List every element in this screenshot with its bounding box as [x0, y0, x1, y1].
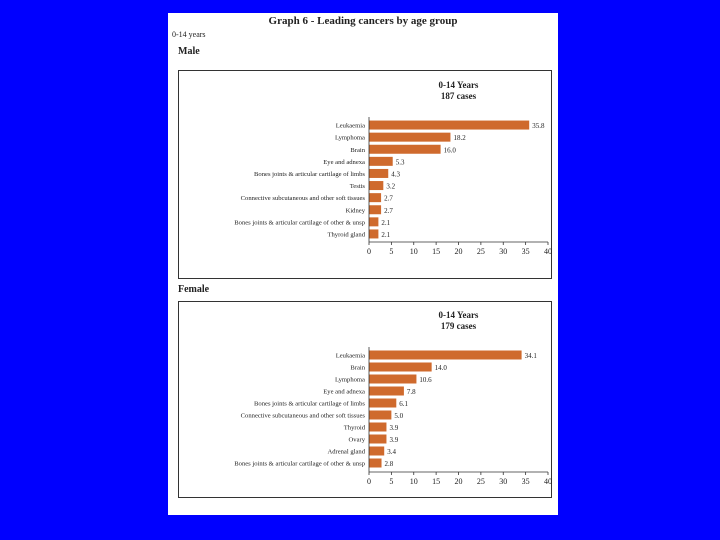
value-label: 16.0 — [443, 146, 456, 155]
value-label: 5.3 — [395, 158, 405, 167]
bar — [369, 169, 388, 178]
bar — [369, 423, 386, 432]
bar — [369, 145, 441, 154]
value-label: 3.9 — [389, 424, 399, 432]
bar — [369, 387, 404, 396]
x-tick-label: 20 — [454, 477, 463, 486]
category-label: Testis — [349, 183, 365, 191]
bar — [369, 375, 416, 384]
chart-male — [178, 70, 552, 279]
x-tick-label: 40 — [544, 247, 552, 256]
bar — [369, 193, 381, 202]
x-tick-label: 30 — [499, 247, 508, 256]
category-label: Bones joints & articular cartilage of limbs — [254, 170, 365, 178]
category-label: Bones joints & articular cartilage of limbs — [254, 400, 365, 408]
category-label: Ovary — [348, 436, 365, 444]
bar — [369, 157, 393, 166]
x-tick-label: 25 — [476, 247, 485, 256]
value-label: 2.7 — [384, 206, 393, 215]
x-tick-label: 0 — [367, 477, 371, 486]
section-label-female: Female — [178, 284, 210, 295]
bar — [369, 205, 381, 214]
x-tick-label: 15 — [432, 247, 441, 256]
chart-title: 0-14 Years — [438, 80, 479, 90]
value-label: 18.2 — [453, 134, 466, 143]
x-tick-label: 30 — [499, 477, 508, 486]
value-label: 10.6 — [419, 376, 432, 384]
bar — [369, 351, 522, 360]
x-tick-label: 40 — [544, 477, 552, 486]
page-title: Graph 6 - Leading cancers by age group — [268, 15, 458, 27]
value-label: 4.3 — [391, 170, 400, 179]
x-tick-label: 20 — [454, 247, 463, 256]
chart-title: 0-14 Years — [438, 310, 479, 320]
category-label: Adrenal gland — [327, 448, 365, 456]
value-label: 5.0 — [394, 412, 404, 420]
bar — [369, 133, 450, 142]
value-label: 2.1 — [381, 230, 391, 239]
bar — [369, 447, 384, 456]
x-tick-label: 15 — [432, 477, 441, 486]
category-label: Connective subcutaneous and other soft tissues — [240, 195, 365, 203]
x-tick-label: 0 — [367, 247, 371, 256]
x-tick-label: 10 — [409, 247, 418, 256]
bar — [369, 399, 396, 408]
value-label: 35.8 — [532, 122, 545, 131]
x-tick-label: 25 — [476, 477, 485, 486]
value-label: 14.0 — [434, 364, 447, 372]
value-label: 3.2 — [386, 182, 396, 191]
bar — [369, 181, 383, 190]
bar — [369, 121, 529, 130]
x-tick-label: 35 — [521, 477, 530, 486]
chart-subtitle: 187 cases — [440, 91, 477, 101]
category-label: Kidney — [345, 207, 365, 215]
bar — [369, 459, 382, 468]
category-label: Lymphoma — [334, 376, 365, 384]
section-label-male: Male — [178, 46, 200, 57]
value-label: 7.8 — [406, 388, 416, 396]
category-label: Connective subcutaneous and other soft tissues — [240, 412, 365, 420]
category-label: Bones joints & articular cartilage of other & unsp — [234, 219, 365, 227]
bar — [369, 229, 378, 238]
x-tick-label: 5 — [389, 477, 394, 486]
category-label: Leukaemia — [335, 122, 365, 130]
value-label: 3.9 — [389, 436, 399, 444]
category-label: Eye and adnexa — [323, 388, 365, 396]
page-subtitle: 0-14 years — [172, 30, 206, 39]
bar — [369, 411, 391, 420]
x-tick-label: 10 — [409, 477, 418, 486]
bar — [369, 363, 432, 372]
chart-subtitle: 179 cases — [440, 321, 477, 331]
category-label: Leukaemia — [335, 352, 365, 360]
category-label: Thyroid gland — [327, 231, 365, 239]
category-label: Eye and adnexa — [323, 158, 365, 166]
value-label: 34.1 — [524, 352, 537, 360]
category-label: Thyroid — [343, 424, 365, 432]
category-label: Lymphoma — [334, 134, 365, 142]
value-label: 3.4 — [387, 448, 396, 456]
x-tick-label: 35 — [521, 247, 530, 256]
value-label: 2.8 — [384, 460, 394, 468]
chart-male-svg — [179, 71, 551, 278]
document-page — [168, 13, 558, 515]
chart-female-svg — [179, 302, 551, 497]
bar — [369, 217, 378, 226]
category-label: Brain — [350, 146, 365, 154]
bar — [369, 435, 386, 444]
chart-female — [178, 301, 552, 498]
x-tick-label: 5 — [389, 247, 394, 256]
category-label: Brain — [350, 364, 365, 372]
value-label: 2.1 — [381, 218, 391, 227]
category-label: Bones joints & articular cartilage of other & unsp — [234, 460, 365, 468]
value-label: 6.1 — [399, 400, 409, 408]
value-label: 2.7 — [384, 194, 393, 203]
